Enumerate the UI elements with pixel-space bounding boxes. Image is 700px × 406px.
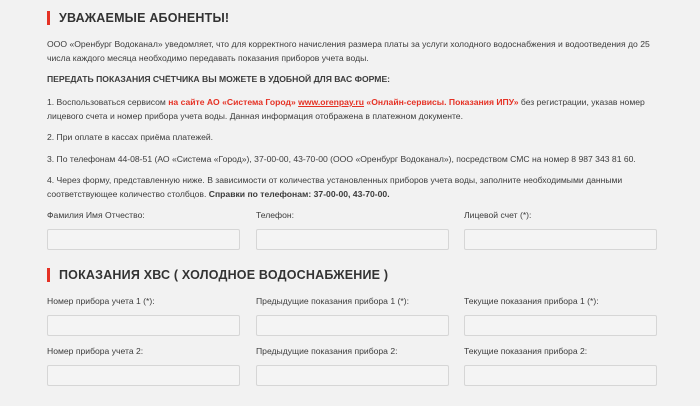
meter-2-previous-input[interactable] (256, 365, 449, 386)
method-item-4 (47, 173, 662, 201)
meter-2-number-label: Номер прибора учета 2: (47, 346, 144, 356)
phone-input[interactable] (256, 229, 449, 250)
account-label: Лицевой счет (*): (464, 210, 532, 220)
online-services-link[interactable]: «Онлайн-сервисы. Показания ИПУ» (366, 97, 519, 107)
meter-1-current-label: Текущие показания прибора 1 (*): (464, 296, 599, 306)
section-heading-subscribers (47, 11, 229, 25)
help-phones: Справки по телефонам: 37-00-00, 43-70-00. (208, 189, 390, 199)
section-heading-cold-water (47, 268, 388, 282)
method-item-3: 3. По телефонам 44-08-51 (АО «Система «Город»), 37-00-00, 43-70-00 (ООО «Оренбург Водоканал»), посредством СМС на номер 8 987 343 81 60. (47, 154, 636, 164)
full-name-label: Фамилия Имя Отчество: (47, 210, 145, 220)
orenpay-link[interactable]: www.orenpay.ru (298, 97, 365, 107)
meter-2-previous-label: Предыдущие показания прибора 2: (256, 346, 398, 356)
meter-1-number-input[interactable] (47, 315, 240, 336)
meter-1-number-label: Номер прибора учета 1 (*): (47, 296, 155, 306)
meter-1-previous-input[interactable] (256, 315, 449, 336)
method-1-suffix: без регистрации, указав номер лицевого счета и номер прибора учета воды. Данная информация отображена в платежном документе. (47, 97, 645, 121)
method-4-text: 4. Через форму, представленную ниже. В зависимости от количества установленных приборов учета воды, заполните необходимыми данными соответствующее количество столбцов. (47, 175, 623, 199)
full-name-input[interactable] (47, 229, 240, 250)
sistema-gorod-link[interactable]: на сайте АО «Система Город» (168, 97, 296, 107)
meter-1-previous-label: Предыдущие показания прибора 1 (*): (256, 296, 409, 306)
accent-bar (47, 268, 50, 282)
meter-2-current-label: Текущие показания прибора 2: (464, 346, 588, 356)
section-title: УВАЖАЕМЫЕ АБОНЕНТЫ! (59, 11, 230, 25)
methods-subheading: ПЕРЕДАТЬ ПОКАЗАНИЯ СЧЁТЧИКА ВЫ МОЖЕТЕ В УДОБНОЙ ДЛЯ ВАС ФОРМЕ: (47, 74, 391, 84)
account-input[interactable] (464, 229, 657, 250)
meter-2-number-input[interactable] (47, 365, 240, 386)
intro-paragraph: ООО «Оренбург Водоканал» уведомляет, что для корректного начисления размера платы за услуги холодного водоснабжения и водоотведения до 25 числа каждого месяца необходимо передавать показания приборов учета воды. (47, 39, 650, 63)
method-1-prefix: 1. Воспользоваться сервисом (47, 97, 169, 107)
method-item-1 (47, 95, 662, 123)
meter-1-current-input[interactable] (464, 315, 657, 336)
meter-2-current-input[interactable] (464, 365, 657, 386)
method-item-2: 2. При оплате в кассах приёма платежей. (47, 132, 214, 142)
accent-bar (47, 11, 50, 25)
phone-label: Телефон: (256, 210, 295, 220)
section-title: ПОКАЗАНИЯ ХВС ( ХОЛОДНОЕ ВОДОСНАБЖЕНИЕ ) (59, 268, 389, 282)
